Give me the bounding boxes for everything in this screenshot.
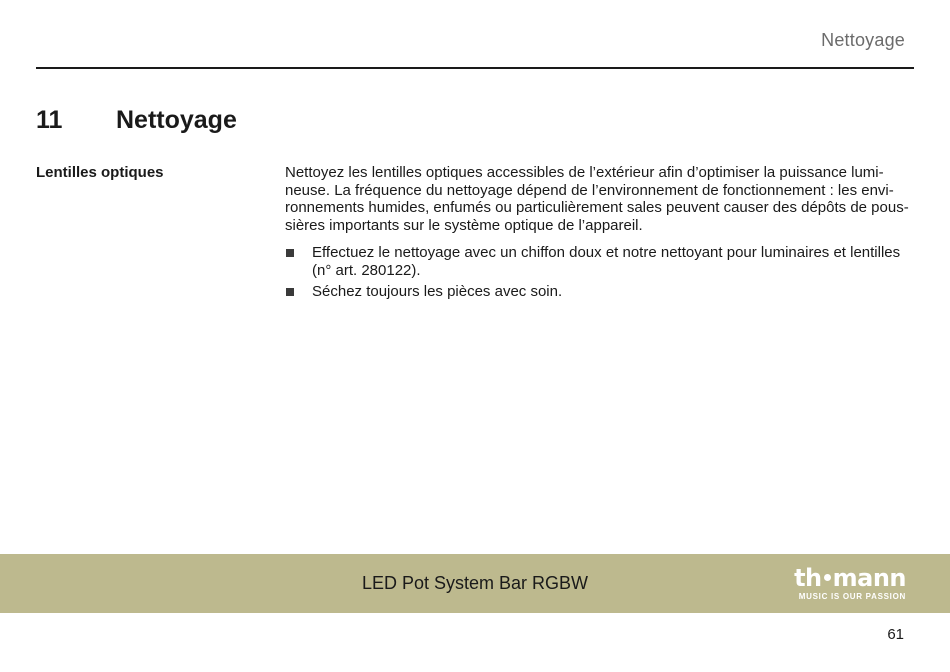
running-header-title: Nettoyage bbox=[821, 30, 905, 50]
logo-dot-icon bbox=[824, 574, 831, 581]
section-title: Nettoyage bbox=[116, 106, 237, 134]
section-number: 11 bbox=[36, 106, 63, 134]
body-text-column bbox=[285, 164, 909, 305]
list-item-text: Séchez toujours les pièces avec soin. bbox=[312, 283, 563, 300]
header-divider bbox=[36, 67, 914, 69]
list-item bbox=[285, 283, 909, 301]
list-item bbox=[285, 244, 909, 279]
logo-word-left: th bbox=[794, 564, 822, 592]
square-bullet-icon bbox=[286, 288, 294, 296]
page-number: 61 bbox=[887, 626, 904, 643]
subsection-label: Lentilles optiques bbox=[36, 164, 164, 181]
thomann-logo bbox=[788, 566, 906, 602]
product-name: LED Pot System Bar RGBW bbox=[361, 573, 589, 593]
logo-wordmark bbox=[794, 566, 906, 590]
square-bullet-icon bbox=[286, 249, 294, 257]
body-paragraph: Nettoyez les lentilles optiques accessibles de l’extérieur afin d’optimiser la puissance lumi-neuse. La fréquence du nettoyage dépend de l’environnement de fonctionnement : les envi-ronnements humides, enfumés ou particulièrement sales peuvent causer des dépôts de pous-sières importants sur le système optique de l’appareil. bbox=[285, 164, 909, 234]
list-item-text: Effectuez le nettoyage avec un chiffon doux et notre nettoyant pour luminaires et lentilles (n° art. 280122). bbox=[312, 244, 901, 279]
logo-tagline: MUSIC IS OUR PASSION bbox=[798, 592, 906, 601]
instruction-list bbox=[285, 244, 909, 301]
logo-word-right: mann bbox=[832, 564, 906, 592]
footer-band bbox=[0, 554, 950, 613]
